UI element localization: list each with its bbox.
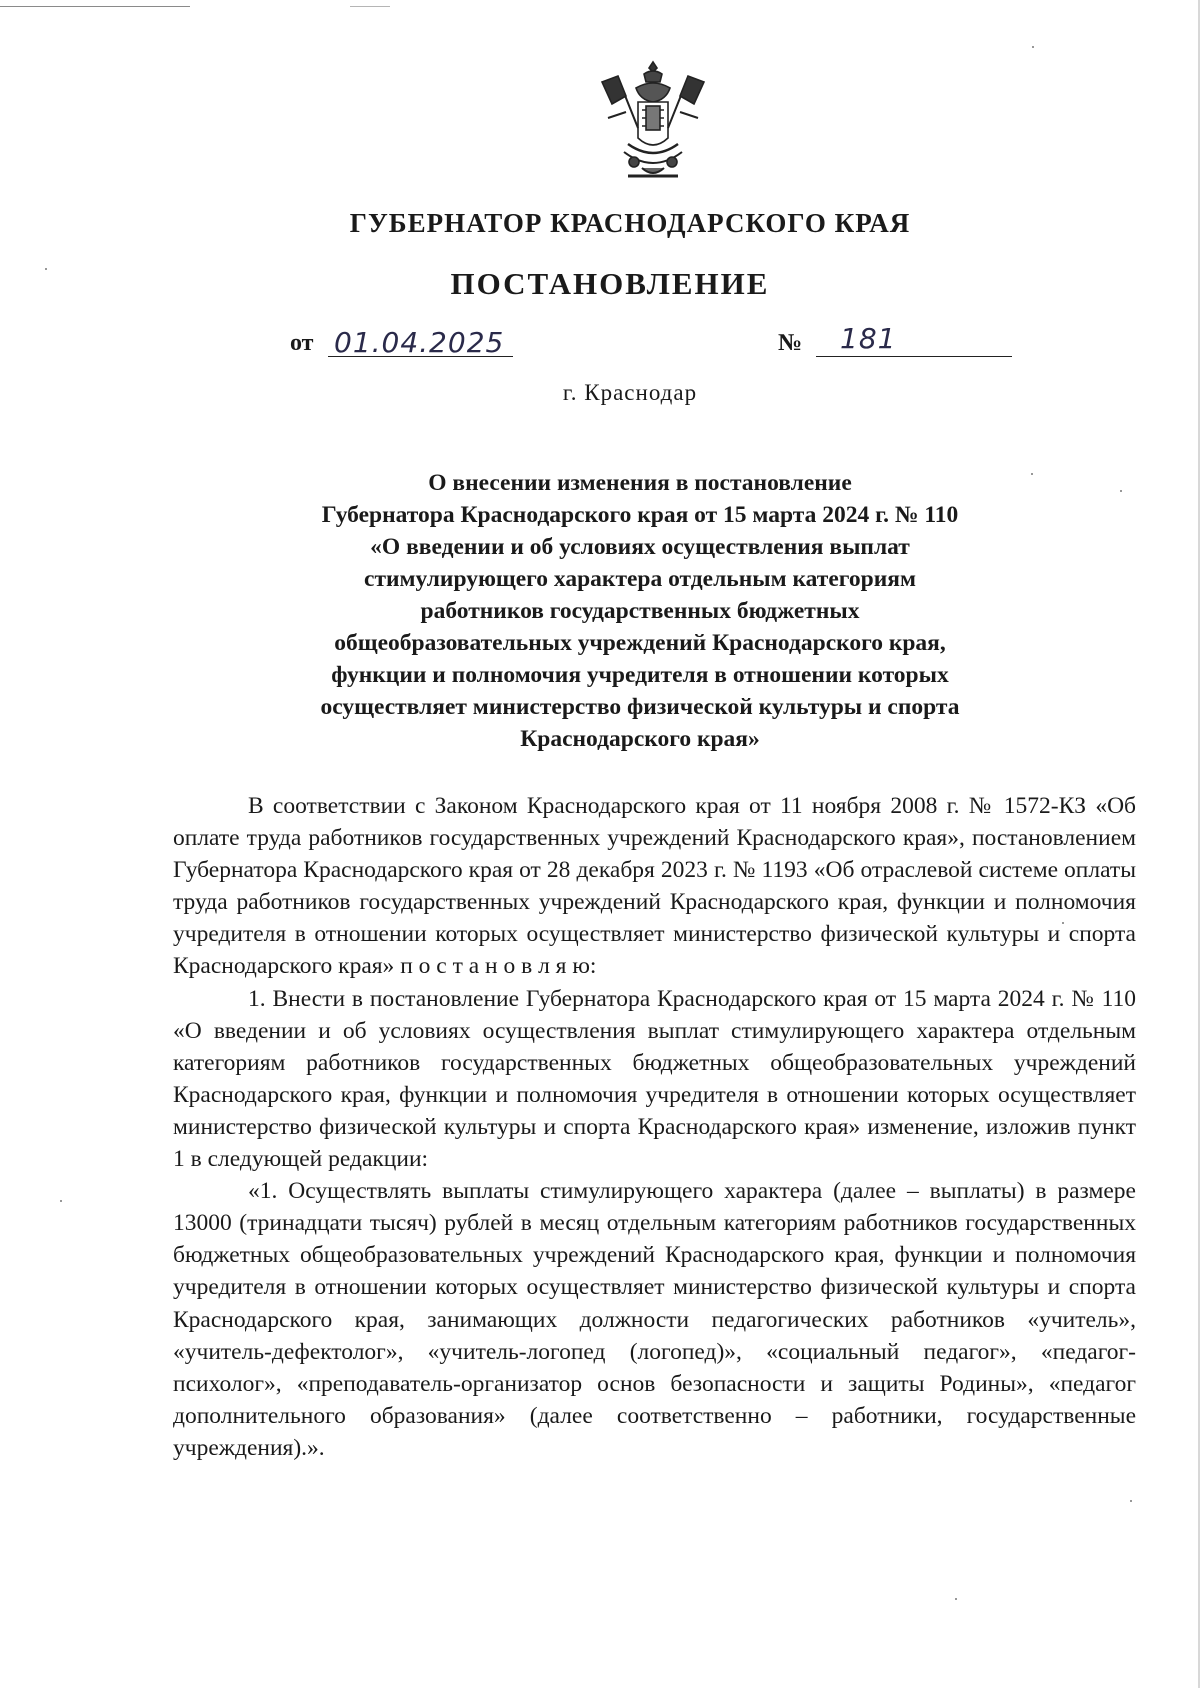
scan-speck [955, 1598, 957, 1600]
subject-line: стимулирующего характера отдельным категориям [364, 566, 916, 592]
krasnodar-coat-of-arms-icon [598, 58, 708, 186]
subject-line: работников государственных бюджетных [420, 598, 860, 624]
preamble-text: В соответствии с Законом Краснодарского края от 11 ноября 2008 г. № 1572-КЗ «Об оплате труда работников государственных учреждений Краснодарского края», постановлением Губернатора Краснодарского края от 28 декабря 2023 г. № 1193 «Об отраслевой системе оплаты труда работников государственных учреждений Краснодарского края, функции и полномочия учредителя в отношении которых осуществляет министерство физической культуры и спорта Краснодарского края» [173, 793, 1136, 980]
subject-line: О внесении изменения в постановление [428, 470, 852, 496]
subject-line: общеобразовательных учреждений Краснодарского края, [334, 630, 946, 656]
subject-line: Краснодарского края» [520, 726, 760, 752]
scan-speck [1032, 46, 1034, 48]
issuing-authority: ГУБЕРНАТОР КРАСНОДАРСКОГО КРАЯ [349, 208, 911, 238]
quoted-new-item-paragraph: «1. Осуществлять выплаты стимулирующего характера (далее – выплаты) в размере 13000 (тринадцати тысяч) рублей в месяц отдельным категориям работников государственных бюджетных общеобразовательных учреждений Краснодарского края, функции и полномочия учредителя в отношении которых осуществляет министерство физической культуры и спорта Краснодарского края, занимающих должности педагогических работников «учитель», «учитель-дефектолог», «учитель-логопед (логопед)», «социальный педагог», «педагог-психолог», «преподаватель-организатор основ безопасности и защиты Родины», «педагог дополнительного образования» (далее соответственно – работники, государственные учреждения).». [173, 1178, 1136, 1461]
date-prefix: от [290, 330, 314, 356]
scan-artifact [0, 6, 190, 7]
handwritten-number: 181 [840, 322, 897, 355]
scan-speck [60, 1200, 62, 1202]
document-subject [250, 467, 1030, 755]
item-1-paragraph: 1. Внести в постановление Губернатора Краснодарского края от 15 марта 2024 г. № 110 «О введении и об условиях осуществления выплат стимулирующего характера отдельным категориям работников государственных бюджетных общеобразовательных учреждений Краснодарского края, функции и полномочия учредителя в отношении которых осуществляет министерство физической культуры и спорта Краснодарского края» изменение, изложив пункт 1 в следующей редакции: [173, 985, 1136, 1173]
city: г. Краснодар [562, 380, 698, 405]
document-body [173, 790, 1136, 1464]
decree-word: п о с т а н о в л я ю: [400, 953, 597, 980]
number-underline [816, 356, 1012, 357]
document-type: ПОСТАНОВЛЕНИЕ [450, 266, 770, 301]
subject-line: осуществляет министерство физической культуры и спорта [320, 694, 960, 720]
number-prefix: № [778, 330, 803, 356]
scan-speck [1120, 490, 1122, 492]
handwritten-date: 01.04.2025 [334, 326, 505, 359]
preamble-paragraph [173, 790, 1136, 983]
scan-speck [1031, 473, 1033, 475]
subject-line: «О введении и об условиях осуществления выплат [370, 534, 910, 560]
subject-line: Губернатора Краснодарского края от 15 марта 2024 г. № 110 [321, 502, 959, 528]
scan-speck [1130, 1500, 1132, 1502]
scan-artifact [350, 6, 390, 7]
subject-line: функции и полномочия учредителя в отношении которых [331, 662, 949, 688]
